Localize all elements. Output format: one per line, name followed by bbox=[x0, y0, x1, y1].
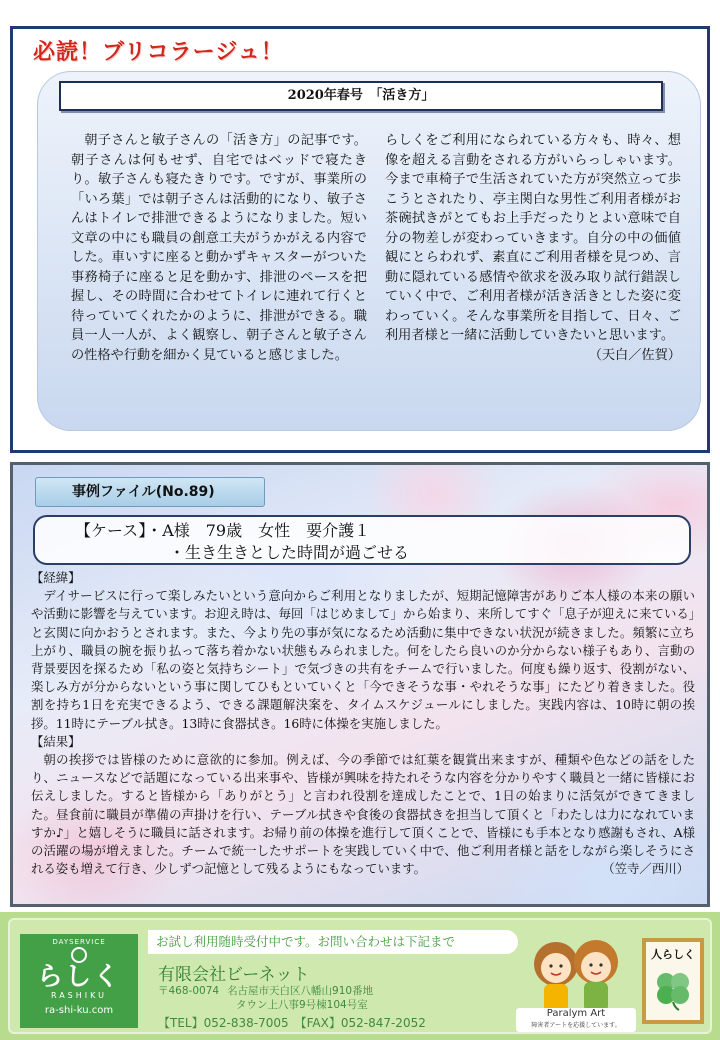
postal-code: 〒468-0074 bbox=[158, 985, 220, 997]
bricolage-section bbox=[10, 26, 710, 453]
article-right-column bbox=[385, 131, 681, 365]
case-line-1: 【ケース】・A様 79歳 女性 要介護１ bbox=[75, 521, 371, 540]
clover-icon bbox=[649, 962, 697, 1012]
logo-small-text: DAYSERVICE bbox=[52, 938, 106, 946]
logo-circle-icon bbox=[71, 947, 87, 963]
case-signature: （笠寺／西川） bbox=[602, 861, 689, 877]
tel-fax: 【TEL】052-838-7005 【FAX】052-847-2052 bbox=[158, 1016, 426, 1030]
case-summary-box bbox=[33, 515, 691, 565]
footer-panel bbox=[8, 918, 712, 1034]
paragraph-result-text: 朝の挨拶では皆様のために意欲的に参加。例えば、今の季節では紅葉を観賞出来ますが、種類や色などの話をしたり、ニュースなどで話題になっている出来事や、皆様が興味を持たれそうな内容を分かりやすく職員と一緒に皆様にお伝えしました。すると皆様から「ありがとう」と言われ役割を達成したことで、1日の始まりに活気ができてきました。昼食前に職員が準備の声掛けを行い、テーブル拭きや食後の食器拭きを担当して頂くと「わたしは力になれていますか♪」と嬉しそうに職員に話されます。お帰り前の体操を進行して頂くことで、皆様にも手本となり感謝もされ、A様の活躍の場が増えました。チームで統一したサポートを実践していく中で、他ご利用者様と話をしながら楽しそうにされる姿も増えて行き、少しずつ記憶として残るようにもなっています。 bbox=[31, 752, 695, 877]
company-name: 有限会社ビーネット bbox=[158, 965, 310, 985]
paralym-title: Paralym Art bbox=[546, 1008, 606, 1019]
rashiku-logo[interactable] bbox=[20, 934, 138, 1028]
section-title: 必読！ブリコラージュ！ bbox=[33, 40, 284, 65]
case-line-2: ・生き生きとした時間が過ごせる bbox=[169, 543, 410, 562]
heading-result: 【結果】 bbox=[31, 733, 81, 749]
company-address bbox=[158, 984, 373, 1012]
case-body bbox=[31, 569, 695, 878]
paragraph-result bbox=[31, 751, 695, 878]
article-right-text: らしくをご利用になられている方々も、時々、想像を超える言動をされる方がいらっしゃいます。今まで車椅子で生活されていた方が突然立って歩こうとされたり、亭主関白な男性ご利用者様がお茶碗拭きがとてもお上手だったりとよい意味で自分の物差しが変わっていきます。自分の中の価値観にとらわれず、素直にご利用者様を見つめ、言動に隠れている感情や欲求を汲み取り試行錯誤していく中で、ご利用者様が活き活きとした姿に変わっていく。そんな事業所を目指して、日々、ご利用者様と一緒に活動していきたいと思います。 bbox=[385, 133, 681, 343]
framed-artwork-text: 人らしく bbox=[651, 948, 695, 961]
article-left-column bbox=[71, 131, 367, 365]
paralym-art-badge bbox=[516, 1008, 636, 1032]
footer bbox=[0, 912, 720, 1040]
trial-notice: お試し利用随時受付中です。お問い合わせは下記まで bbox=[148, 930, 518, 954]
heading-background: 【経緯】 bbox=[31, 570, 81, 585]
article-header: 2020年春号 「活き方」 bbox=[59, 81, 663, 111]
article-left-text: 朝子さんと敏子さんの「活き方」の記事です。朝子さんは何もせず、自宅ではベッドで寝たきり。敏子さんも寝たきりです。ですが、事業所の「いろ葉」では朝子さんは活動的になり、敏子さんはトイレで排泄できるようになりました。短い文章の中にも職員の創意工夫がうかがえる内容でした。車いすに座ると動かずキャスターがついた事務椅子に座ると足を動かす、排泄のペースを把握し、その時間に合わせてトイレに連れて行くと待っていてくれたかのように、排泄ができる。職員一人一人が、よく観察し、朝子さんと敏子さんの性格や行動を細かく見ていると感じました。 bbox=[71, 133, 367, 363]
article-panel bbox=[37, 71, 701, 431]
address-line-2: タウン上八事9号棟104号室 bbox=[236, 999, 368, 1011]
paralym-subtitle: 障害者アートを応援しています。 bbox=[531, 1022, 621, 1029]
paragraph-background: デイサービスに行って楽しみたいという意向からご利用となりましたが、短期記憶障害がありご本人様の本来の願いや活動に影響を与えています。お迎え時は、毎回「はじめまして」から始まり、来所してすぐ「息子が迎えに来ている」と玄関に向かおうとされます。また、今より先の事が気になるため活動に集中できない状況が続きました。頻繁に立ち上がり、職員の腕を振り払って落ち着かない状態もみられました。何をしたら良いのか分からない様子もあり、言動の背景要因を探るため「私の姿と気持ちシート」で気づきの共有をチームで行いました。何度も繰り返す、役割がない、楽しみ方が分からないという事に関してひもといていくと「今できそうな事・やれそうな事」にたどり着きました。役割を持ち1日を充実できるよう、できる課題解決案を、タイムスケジュールにしました。実践内容は、10時に朝の挨拶。11時にテーブル拭き。13時に食器拭き。16時に体操を実施しました。 bbox=[31, 588, 695, 731]
logo-sub-text: RASHIKU bbox=[50, 991, 108, 1000]
framed-artwork bbox=[642, 938, 704, 1024]
website-link[interactable]: ra-shi-ku.com bbox=[44, 1005, 114, 1016]
address-line-1: 名古屋市天白区八幡山910番地 bbox=[227, 985, 374, 997]
case-file-tag: 事例ファイル(No.89) bbox=[35, 477, 265, 507]
case-file-section bbox=[10, 462, 710, 907]
article-signature: （天白／佐賀） bbox=[588, 347, 681, 363]
logo-main-text: らしく bbox=[36, 962, 121, 992]
